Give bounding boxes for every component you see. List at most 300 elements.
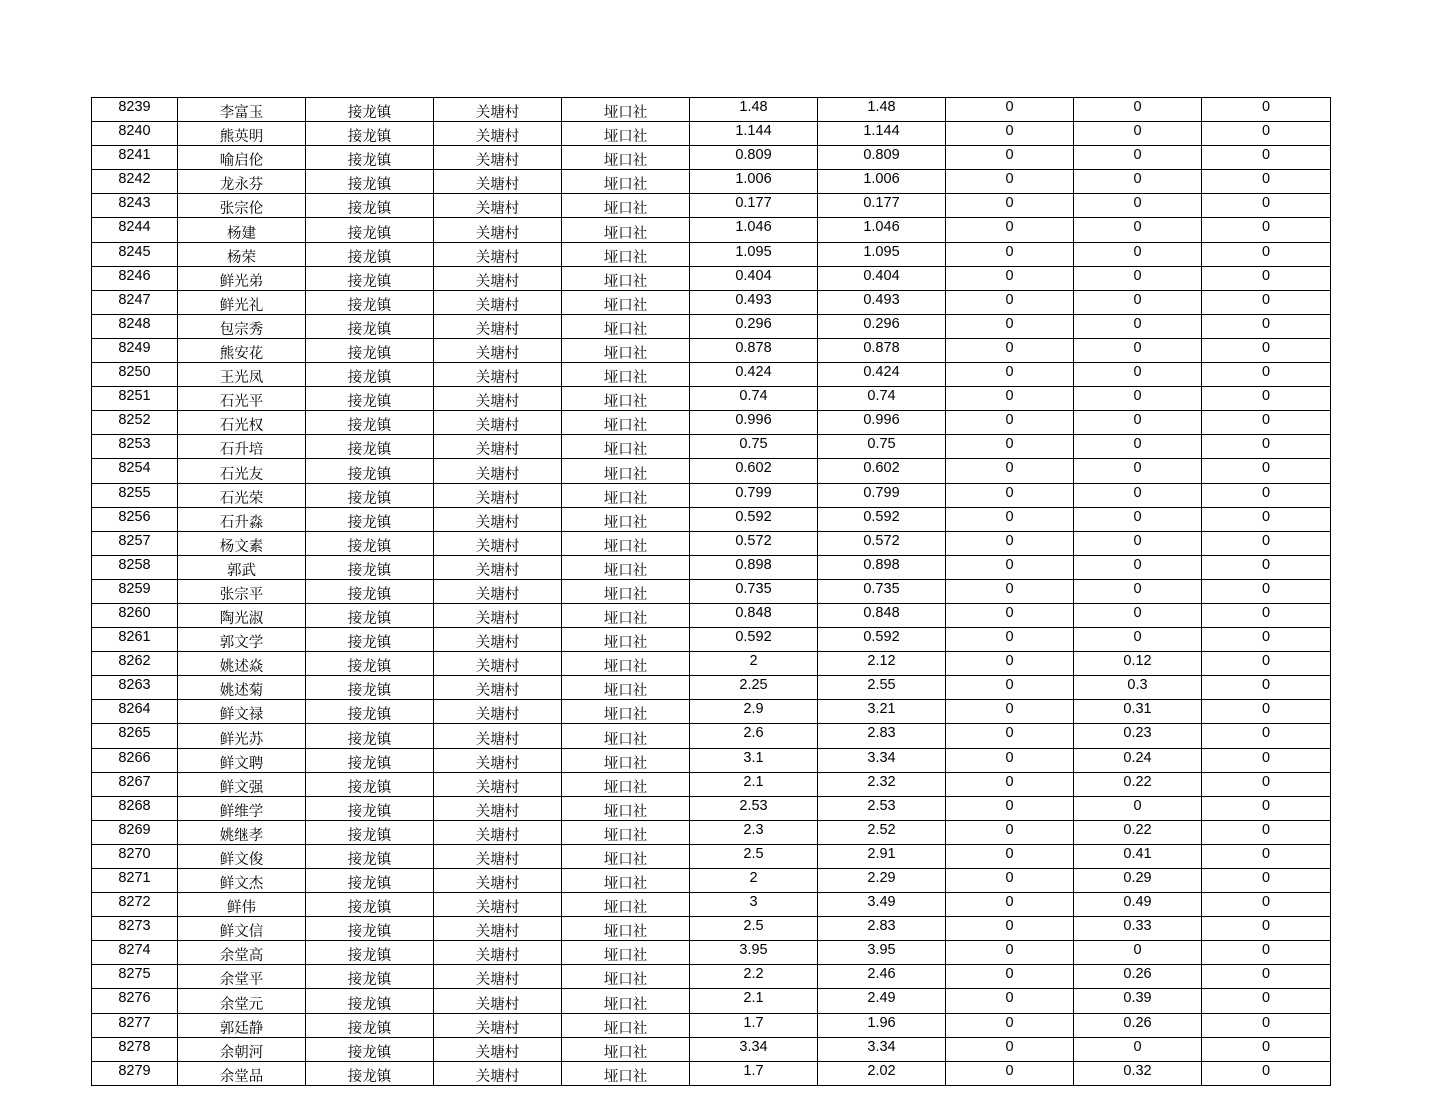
group-cell: 垭口社	[562, 98, 690, 122]
village-cell: 关塘村	[434, 242, 562, 266]
row-number-cell: 8277	[92, 1013, 178, 1037]
value-e-cell: 0	[1202, 869, 1331, 893]
value-a-cell: 2.1	[690, 772, 818, 796]
value-c-cell: 0	[946, 893, 1074, 917]
town-cell: 接龙镇	[306, 652, 434, 676]
village-cell: 关塘村	[434, 579, 562, 603]
town-cell: 接龙镇	[306, 796, 434, 820]
table-row	[92, 1013, 1331, 1037]
table-row	[92, 387, 1331, 411]
group-cell: 垭口社	[562, 411, 690, 435]
value-e-cell: 0	[1202, 772, 1331, 796]
village-cell: 关塘村	[434, 965, 562, 989]
value-b-cell: 3.34	[818, 748, 946, 772]
name-cell: 喻启伦	[178, 146, 306, 170]
value-e-cell: 0	[1202, 146, 1331, 170]
value-c-cell: 0	[946, 1061, 1074, 1085]
row-number-cell: 8259	[92, 579, 178, 603]
value-d-cell: 0.31	[1074, 700, 1202, 724]
value-c-cell: 0	[946, 411, 1074, 435]
name-cell: 余堂高	[178, 941, 306, 965]
value-a-cell: 0.592	[690, 507, 818, 531]
value-d-cell: 0	[1074, 507, 1202, 531]
town-cell: 接龙镇	[306, 363, 434, 387]
table-row	[92, 676, 1331, 700]
row-number-cell: 8265	[92, 724, 178, 748]
value-d-cell: 0	[1074, 338, 1202, 362]
value-d-cell: 0	[1074, 1037, 1202, 1061]
value-e-cell: 0	[1202, 98, 1331, 122]
town-cell: 接龙镇	[306, 411, 434, 435]
town-cell: 接龙镇	[306, 603, 434, 627]
table-row	[92, 531, 1331, 555]
value-a-cell: 2.1	[690, 989, 818, 1013]
name-cell: 鲜光礼	[178, 290, 306, 314]
value-e-cell: 0	[1202, 387, 1331, 411]
table-row	[92, 603, 1331, 627]
value-b-cell: 0.602	[818, 459, 946, 483]
value-e-cell: 0	[1202, 1037, 1331, 1061]
name-cell: 鲜文信	[178, 917, 306, 941]
data-table	[91, 97, 1331, 1086]
value-c-cell: 0	[946, 652, 1074, 676]
town-cell: 接龙镇	[306, 844, 434, 868]
value-b-cell: 2.12	[818, 652, 946, 676]
value-a-cell: 3.95	[690, 941, 818, 965]
table-row	[92, 483, 1331, 507]
row-number-cell: 8279	[92, 1061, 178, 1085]
value-d-cell: 0	[1074, 435, 1202, 459]
row-number-cell: 8257	[92, 531, 178, 555]
town-cell: 接龙镇	[306, 772, 434, 796]
row-number-cell: 8258	[92, 555, 178, 579]
value-c-cell: 0	[946, 917, 1074, 941]
row-number-cell: 8244	[92, 218, 178, 242]
group-cell: 垭口社	[562, 989, 690, 1013]
table-row	[92, 965, 1331, 989]
value-b-cell: 2.46	[818, 965, 946, 989]
row-number-cell: 8260	[92, 603, 178, 627]
village-cell: 关塘村	[434, 628, 562, 652]
value-c-cell: 0	[946, 98, 1074, 122]
group-cell: 垭口社	[562, 507, 690, 531]
name-cell: 鲜光弟	[178, 266, 306, 290]
value-c-cell: 0	[946, 748, 1074, 772]
value-d-cell: 0	[1074, 941, 1202, 965]
row-number-cell: 8267	[92, 772, 178, 796]
table-row	[92, 242, 1331, 266]
value-a-cell: 0.592	[690, 628, 818, 652]
group-cell: 垭口社	[562, 796, 690, 820]
group-cell: 垭口社	[562, 459, 690, 483]
village-cell: 关塘村	[434, 218, 562, 242]
value-d-cell: 0.22	[1074, 772, 1202, 796]
name-cell: 鲜文强	[178, 772, 306, 796]
group-cell: 垭口社	[562, 1013, 690, 1037]
village-cell: 关塘村	[434, 796, 562, 820]
value-c-cell: 0	[946, 363, 1074, 387]
value-e-cell: 0	[1202, 483, 1331, 507]
value-e-cell: 0	[1202, 507, 1331, 531]
row-number-cell: 8247	[92, 290, 178, 314]
village-cell: 关塘村	[434, 869, 562, 893]
value-e-cell: 0	[1202, 700, 1331, 724]
village-cell: 关塘村	[434, 122, 562, 146]
value-c-cell: 0	[946, 194, 1074, 218]
table-row	[92, 628, 1331, 652]
table-row	[92, 459, 1331, 483]
table-row	[92, 194, 1331, 218]
name-cell: 石升培	[178, 435, 306, 459]
town-cell: 接龙镇	[306, 314, 434, 338]
town-cell: 接龙镇	[306, 724, 434, 748]
table-body	[92, 98, 1331, 1086]
value-d-cell: 0.33	[1074, 917, 1202, 941]
value-e-cell: 0	[1202, 796, 1331, 820]
value-b-cell: 3.34	[818, 1037, 946, 1061]
table-row	[92, 146, 1331, 170]
group-cell: 垭口社	[562, 1061, 690, 1085]
group-cell: 垭口社	[562, 555, 690, 579]
group-cell: 垭口社	[562, 652, 690, 676]
row-number-cell: 8270	[92, 844, 178, 868]
value-b-cell: 2.53	[818, 796, 946, 820]
group-cell: 垭口社	[562, 965, 690, 989]
table-row	[92, 435, 1331, 459]
value-d-cell: 0.12	[1074, 652, 1202, 676]
value-b-cell: 2.83	[818, 724, 946, 748]
value-a-cell: 0.177	[690, 194, 818, 218]
value-c-cell: 0	[946, 435, 1074, 459]
value-e-cell: 0	[1202, 1013, 1331, 1037]
row-number-cell: 8263	[92, 676, 178, 700]
village-cell: 关塘村	[434, 98, 562, 122]
value-e-cell: 0	[1202, 579, 1331, 603]
group-cell: 垭口社	[562, 170, 690, 194]
value-b-cell: 0.898	[818, 555, 946, 579]
value-d-cell: 0	[1074, 266, 1202, 290]
value-d-cell: 0	[1074, 146, 1202, 170]
value-e-cell: 0	[1202, 676, 1331, 700]
value-b-cell: 0.493	[818, 290, 946, 314]
town-cell: 接龙镇	[306, 387, 434, 411]
value-c-cell: 0	[946, 314, 1074, 338]
table-row	[92, 170, 1331, 194]
town-cell: 接龙镇	[306, 555, 434, 579]
group-cell: 垭口社	[562, 628, 690, 652]
value-e-cell: 0	[1202, 218, 1331, 242]
value-c-cell: 0	[946, 676, 1074, 700]
value-b-cell: 0.592	[818, 507, 946, 531]
village-cell: 关塘村	[434, 387, 562, 411]
table-row	[92, 989, 1331, 1013]
value-d-cell: 0	[1074, 122, 1202, 146]
value-a-cell: 0.424	[690, 363, 818, 387]
value-d-cell: 0.24	[1074, 748, 1202, 772]
town-cell: 接龙镇	[306, 676, 434, 700]
table-row	[92, 796, 1331, 820]
name-cell: 鲜伟	[178, 893, 306, 917]
group-cell: 垭口社	[562, 387, 690, 411]
table-row	[92, 314, 1331, 338]
value-a-cell: 2	[690, 869, 818, 893]
value-e-cell: 0	[1202, 411, 1331, 435]
group-cell: 垭口社	[562, 146, 690, 170]
table-row	[92, 700, 1331, 724]
value-a-cell: 0.799	[690, 483, 818, 507]
table-row	[92, 507, 1331, 531]
value-b-cell: 3.21	[818, 700, 946, 724]
row-number-cell: 8268	[92, 796, 178, 820]
value-a-cell: 2.6	[690, 724, 818, 748]
value-d-cell: 0	[1074, 98, 1202, 122]
table-row	[92, 652, 1331, 676]
value-a-cell: 0.75	[690, 435, 818, 459]
table-row	[92, 844, 1331, 868]
row-number-cell: 8250	[92, 363, 178, 387]
value-b-cell: 0.799	[818, 483, 946, 507]
town-cell: 接龙镇	[306, 820, 434, 844]
village-cell: 关塘村	[434, 435, 562, 459]
value-c-cell: 0	[946, 700, 1074, 724]
town-cell: 接龙镇	[306, 989, 434, 1013]
village-cell: 关塘村	[434, 941, 562, 965]
group-cell: 垭口社	[562, 869, 690, 893]
village-cell: 关塘村	[434, 917, 562, 941]
value-e-cell: 0	[1202, 170, 1331, 194]
value-d-cell: 0	[1074, 314, 1202, 338]
value-a-cell: 2.25	[690, 676, 818, 700]
value-a-cell: 0.404	[690, 266, 818, 290]
row-number-cell: 8251	[92, 387, 178, 411]
row-number-cell: 8274	[92, 941, 178, 965]
value-c-cell: 0	[946, 724, 1074, 748]
value-e-cell: 0	[1202, 893, 1331, 917]
group-cell: 垭口社	[562, 941, 690, 965]
group-cell: 垭口社	[562, 579, 690, 603]
row-number-cell: 8275	[92, 965, 178, 989]
table-row	[92, 772, 1331, 796]
name-cell: 郭武	[178, 555, 306, 579]
table-row	[92, 218, 1331, 242]
group-cell: 垭口社	[562, 483, 690, 507]
value-e-cell: 0	[1202, 748, 1331, 772]
row-number-cell: 8276	[92, 989, 178, 1013]
value-b-cell: 0.404	[818, 266, 946, 290]
village-cell: 关塘村	[434, 844, 562, 868]
town-cell: 接龙镇	[306, 700, 434, 724]
value-c-cell: 0	[946, 483, 1074, 507]
value-a-cell: 1.48	[690, 98, 818, 122]
name-cell: 石光荣	[178, 483, 306, 507]
value-d-cell: 0	[1074, 483, 1202, 507]
value-e-cell: 0	[1202, 531, 1331, 555]
row-number-cell: 8271	[92, 869, 178, 893]
value-b-cell: 0.809	[818, 146, 946, 170]
name-cell: 陶光淑	[178, 603, 306, 627]
value-a-cell: 3	[690, 893, 818, 917]
row-number-cell: 8254	[92, 459, 178, 483]
village-cell: 关塘村	[434, 194, 562, 218]
town-cell: 接龙镇	[306, 483, 434, 507]
town-cell: 接龙镇	[306, 1013, 434, 1037]
value-a-cell: 2.5	[690, 917, 818, 941]
name-cell: 杨文素	[178, 531, 306, 555]
value-b-cell: 1.046	[818, 218, 946, 242]
name-cell: 姚述菊	[178, 676, 306, 700]
value-e-cell: 0	[1202, 459, 1331, 483]
row-number-cell: 8278	[92, 1037, 178, 1061]
village-cell: 关塘村	[434, 652, 562, 676]
group-cell: 垭口社	[562, 893, 690, 917]
value-b-cell: 0.74	[818, 387, 946, 411]
name-cell: 鲜文禄	[178, 700, 306, 724]
value-d-cell: 0	[1074, 459, 1202, 483]
name-cell: 杨荣	[178, 242, 306, 266]
name-cell: 姚述焱	[178, 652, 306, 676]
value-a-cell: 1.006	[690, 170, 818, 194]
value-a-cell: 3.1	[690, 748, 818, 772]
town-cell: 接龙镇	[306, 1061, 434, 1085]
group-cell: 垭口社	[562, 338, 690, 362]
row-number-cell: 8242	[92, 170, 178, 194]
value-a-cell: 0.74	[690, 387, 818, 411]
row-number-cell: 8241	[92, 146, 178, 170]
town-cell: 接龙镇	[306, 459, 434, 483]
value-e-cell: 0	[1202, 917, 1331, 941]
value-e-cell: 0	[1202, 194, 1331, 218]
value-c-cell: 0	[946, 387, 1074, 411]
value-a-cell: 1.046	[690, 218, 818, 242]
group-cell: 垭口社	[562, 435, 690, 459]
village-cell: 关塘村	[434, 748, 562, 772]
value-e-cell: 0	[1202, 628, 1331, 652]
value-e-cell: 0	[1202, 820, 1331, 844]
value-a-cell: 2.53	[690, 796, 818, 820]
value-d-cell: 0	[1074, 242, 1202, 266]
town-cell: 接龙镇	[306, 917, 434, 941]
town-cell: 接龙镇	[306, 579, 434, 603]
row-number-cell: 8246	[92, 266, 178, 290]
town-cell: 接龙镇	[306, 338, 434, 362]
row-number-cell: 8262	[92, 652, 178, 676]
name-cell: 鲜文俊	[178, 844, 306, 868]
value-b-cell: 2.49	[818, 989, 946, 1013]
value-d-cell: 0	[1074, 579, 1202, 603]
value-c-cell: 0	[946, 579, 1074, 603]
value-e-cell: 0	[1202, 989, 1331, 1013]
value-d-cell: 0.41	[1074, 844, 1202, 868]
value-d-cell: 0.49	[1074, 893, 1202, 917]
name-cell: 王光凤	[178, 363, 306, 387]
value-b-cell: 2.02	[818, 1061, 946, 1085]
value-c-cell: 0	[946, 869, 1074, 893]
town-cell: 接龙镇	[306, 941, 434, 965]
value-d-cell: 0	[1074, 363, 1202, 387]
value-a-cell: 0.878	[690, 338, 818, 362]
table-row	[92, 1037, 1331, 1061]
village-cell: 关塘村	[434, 772, 562, 796]
table-row	[92, 579, 1331, 603]
town-cell: 接龙镇	[306, 748, 434, 772]
village-cell: 关塘村	[434, 146, 562, 170]
table-row	[92, 266, 1331, 290]
table-row	[92, 1061, 1331, 1085]
name-cell: 张宗伦	[178, 194, 306, 218]
value-c-cell: 0	[946, 507, 1074, 531]
row-number-cell: 8273	[92, 917, 178, 941]
group-cell: 垭口社	[562, 242, 690, 266]
village-cell: 关塘村	[434, 266, 562, 290]
row-number-cell: 8245	[92, 242, 178, 266]
village-cell: 关塘村	[434, 700, 562, 724]
value-b-cell: 3.49	[818, 893, 946, 917]
value-a-cell: 2.2	[690, 965, 818, 989]
row-number-cell: 8269	[92, 820, 178, 844]
village-cell: 关塘村	[434, 483, 562, 507]
group-cell: 垭口社	[562, 724, 690, 748]
name-cell: 龙永芬	[178, 170, 306, 194]
value-e-cell: 0	[1202, 652, 1331, 676]
name-cell: 鲜文杰	[178, 869, 306, 893]
value-a-cell: 2.3	[690, 820, 818, 844]
table-row	[92, 917, 1331, 941]
row-number-cell: 8249	[92, 338, 178, 362]
value-e-cell: 0	[1202, 724, 1331, 748]
value-c-cell: 0	[946, 628, 1074, 652]
town-cell: 接龙镇	[306, 893, 434, 917]
table-row	[92, 363, 1331, 387]
value-d-cell: 0	[1074, 290, 1202, 314]
value-b-cell: 0.572	[818, 531, 946, 555]
table-row	[92, 98, 1331, 122]
value-c-cell: 0	[946, 459, 1074, 483]
value-a-cell: 2	[690, 652, 818, 676]
table-row	[92, 555, 1331, 579]
name-cell: 熊安花	[178, 338, 306, 362]
town-cell: 接龙镇	[306, 242, 434, 266]
value-b-cell: 0.177	[818, 194, 946, 218]
table-row	[92, 411, 1331, 435]
value-d-cell: 0.23	[1074, 724, 1202, 748]
group-cell: 垭口社	[562, 218, 690, 242]
value-b-cell: 2.32	[818, 772, 946, 796]
town-cell: 接龙镇	[306, 122, 434, 146]
value-d-cell: 0.39	[1074, 989, 1202, 1013]
value-d-cell: 0.3	[1074, 676, 1202, 700]
group-cell: 垭口社	[562, 1037, 690, 1061]
value-b-cell: 0.75	[818, 435, 946, 459]
value-b-cell: 1.144	[818, 122, 946, 146]
town-cell: 接龙镇	[306, 146, 434, 170]
value-a-cell: 0.735	[690, 579, 818, 603]
town-cell: 接龙镇	[306, 218, 434, 242]
value-d-cell: 0	[1074, 411, 1202, 435]
value-a-cell: 2.9	[690, 700, 818, 724]
village-cell: 关塘村	[434, 820, 562, 844]
value-a-cell: 0.809	[690, 146, 818, 170]
value-e-cell: 0	[1202, 844, 1331, 868]
value-c-cell: 0	[946, 820, 1074, 844]
group-cell: 垭口社	[562, 748, 690, 772]
value-e-cell: 0	[1202, 338, 1331, 362]
value-d-cell: 0.32	[1074, 1061, 1202, 1085]
value-a-cell: 0.898	[690, 555, 818, 579]
value-c-cell: 0	[946, 941, 1074, 965]
town-cell: 接龙镇	[306, 869, 434, 893]
village-cell: 关塘村	[434, 459, 562, 483]
group-cell: 垭口社	[562, 917, 690, 941]
